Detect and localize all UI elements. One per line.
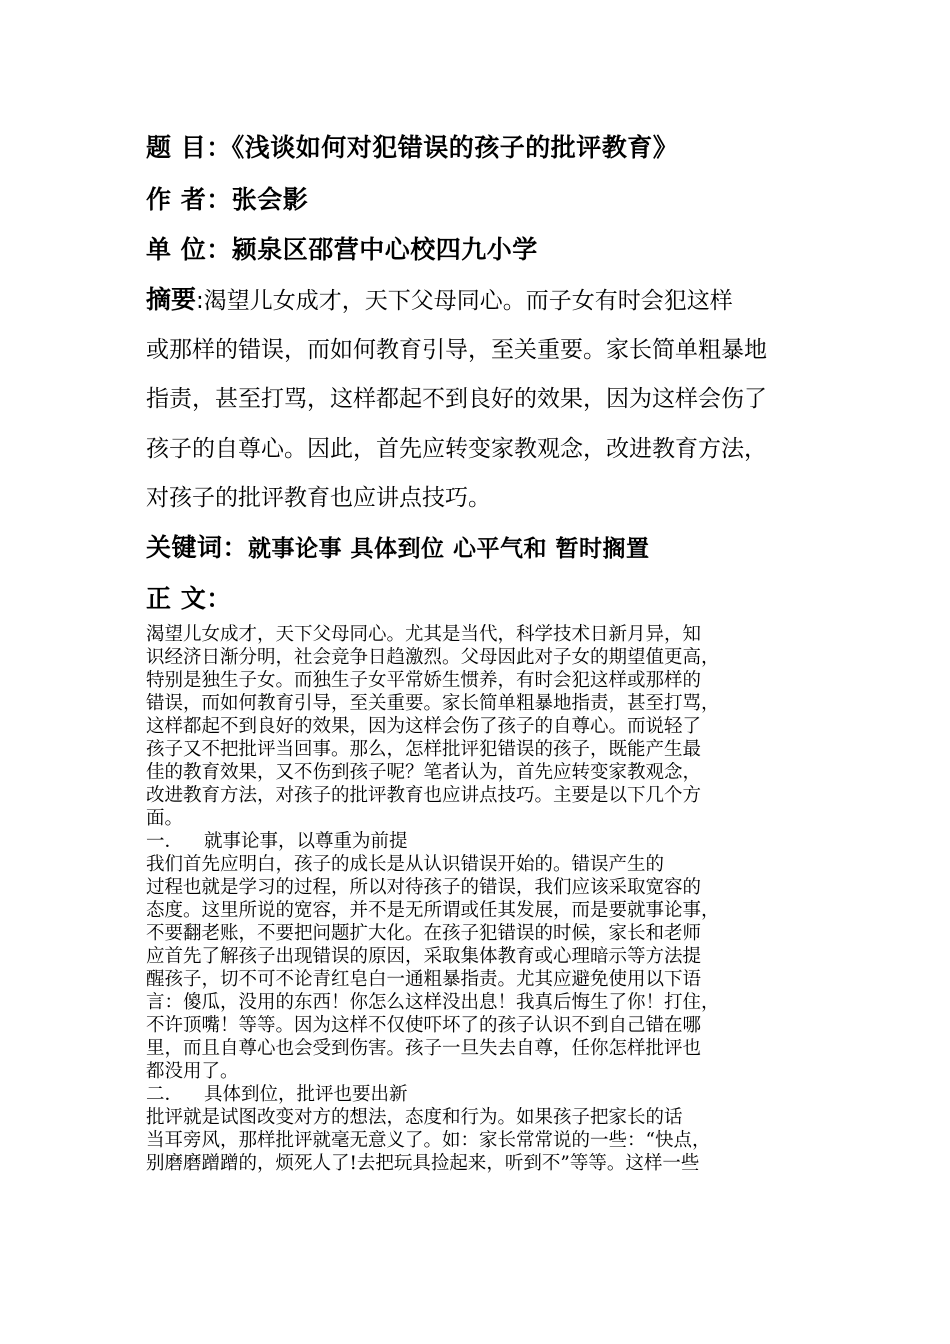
body-line: 态度。这里所说的宽容，并不是无所谓或任其发展，而是要就事论事， <box>146 900 720 921</box>
title-line <box>146 131 678 165</box>
title-label: 题 目： <box>146 133 232 162</box>
body-line: 孩子又不把批评当回事。那么，怎样批评犯错误的孩子，既能产生最 <box>146 739 702 760</box>
unit-label: 单 位： <box>146 235 232 264</box>
author-name: 张会影 <box>231 185 309 214</box>
body-line: 渴望儿女成才，天下父母同心。尤其是当代，科学技术日新月异，知 <box>146 624 702 645</box>
section-title: 具体到位，批评也要出新 <box>204 1084 408 1105</box>
section-number: 二． <box>146 1084 184 1105</box>
body-line: 我们首先应明白，孩子的成长是从认识错误开始的。错误产生的 <box>146 854 665 875</box>
abstract-line: 或那样的错误，而如何教育引导，至关重要。家长简单粗暴地 <box>146 337 767 363</box>
document-title: 《浅谈如何对犯错误的孩子的批评教育》 <box>231 133 679 162</box>
body-line: 不要翻老账，不要把问题扩大化。在孩子犯错误的时候，家长和老师 <box>146 923 702 944</box>
abstract-line <box>146 283 733 318</box>
unit-name: 颍泉区邵营中心校四九小学 <box>231 235 538 264</box>
keywords-label: 关键词： <box>146 533 249 562</box>
body-line: 都没用了。 <box>146 1061 239 1082</box>
body-line: 过程也就是学习的过程，所以对待孩子的错误，我们应该采取宽容的 <box>146 877 702 898</box>
keywords-items: 就事论事 具体到位 心平气和 暂时搁置 <box>248 536 650 562</box>
body-line: 醒孩子，切不可不论青红皂白一通粗暴指责。尤其应避免使用以下语 <box>146 969 702 990</box>
abstract-line: 对孩子的批评教育也应讲点技巧。 <box>146 485 491 511</box>
body-line: 言：傻瓜，没用的东西！你怎么这样没出息！我真后悔生了你！打住， <box>146 992 720 1013</box>
body-line: 改进教育方法，对孩子的批评教育也应讲点技巧。主要是以下几个方 <box>146 785 702 806</box>
abstract-label: 摘要 <box>146 285 197 314</box>
body-line: 面。 <box>146 808 184 829</box>
author-label: 作 者： <box>146 185 232 214</box>
body-line: 特别是独生子女。而独生子女平常娇生惯养，有时会犯这样或那样的 <box>146 670 702 691</box>
body-line: 里，而且自尊心也会受到伤害。孩子一旦失去自尊，任你怎样批评也 <box>146 1038 702 1059</box>
body-line: 错误，而如何教育引导，至关重要。家长简单粗暴地指责，甚至打骂， <box>146 693 720 714</box>
body-line: 佳的教育效果，又不伤到孩子呢？笔者认为，首先应转变家教观念， <box>146 762 702 783</box>
unit-line <box>146 233 538 267</box>
body-line: 识经济日渐分明，社会竞争日趋激烈。父母因此对子女的期望值更高， <box>146 647 720 668</box>
body-line: 当耳旁风，那样批评就毫无意义了。如：家长常常说的一些：“快点， <box>146 1130 711 1151</box>
body-line: 批评就是试图改变对方的想法，态度和行为。如果孩子把家长的话 <box>146 1107 683 1128</box>
abstract-line: 孩子的自尊心。因此，首先应转变家教观念，改进教育方法， <box>146 436 767 462</box>
body-heading: 正 文： <box>146 584 232 613</box>
body-line: 这样都起不到良好的效果，因为这样会伤了孩子的自尊心。而说轻了 <box>146 716 702 737</box>
abstract-line: 指责，甚至打骂，这样都起不到良好的效果，因为这样会伤了 <box>146 386 767 412</box>
section-title: 就事论事，以尊重为前提 <box>204 831 408 852</box>
author-line <box>146 183 308 217</box>
section-heading <box>146 831 408 853</box>
section-number: 一． <box>146 831 184 852</box>
keywords-line <box>146 531 650 566</box>
body-line: 应首先了解孩子出现错误的原因，采取集体教育或心理暗示等方法提 <box>146 946 702 967</box>
body-line: 别磨磨蹭蹭的，烦死人了!去把玩具捡起来，听到不”等等。这样一些 <box>146 1153 700 1174</box>
abstract-text: :渴望儿女成才，天下父母同心。而子女有时会犯这样 <box>196 288 733 314</box>
body-line: 不许顶嘴！等等。因为这样不仅使吓坏了的孩子认识不到自己错在哪 <box>146 1015 702 1036</box>
section-heading <box>146 1084 408 1106</box>
